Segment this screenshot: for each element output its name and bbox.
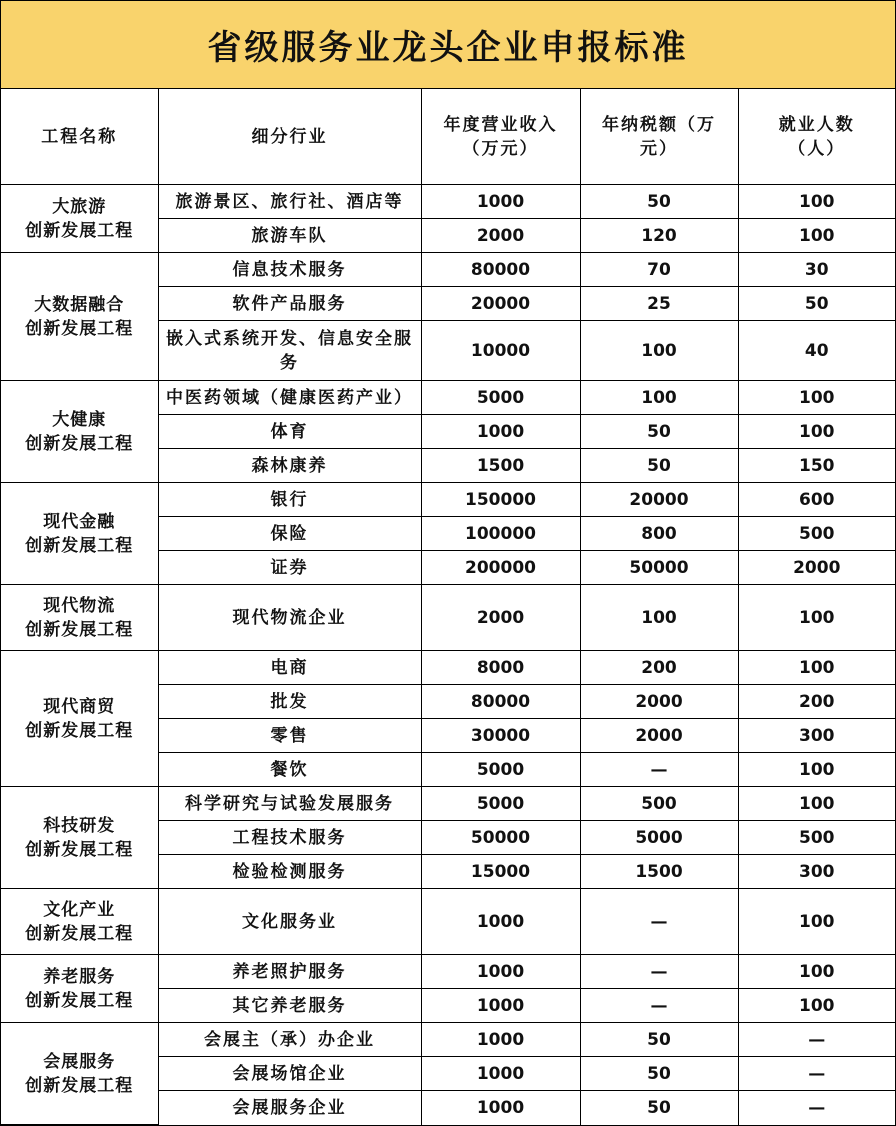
tax-cell: 500 [580,787,738,821]
project-name-cell: 养老服务 创新发展工程 [1,955,158,1023]
revenue-cell: 200000 [421,551,580,585]
revenue-cell: 1000 [421,1091,580,1125]
revenue-cell: 5000 [421,753,580,787]
industry-cell: 软件产品服务 [158,287,421,321]
employees-cell: 100 [738,753,895,787]
industry-cell: 工程技术服务 [158,821,421,855]
tax-cell: — [580,989,738,1023]
tax-cell: 2000 [580,685,738,719]
industry-cell: 体育 [158,415,421,449]
header-employees: 就业人数 （人） [738,89,895,185]
revenue-cell: 1000 [421,1023,580,1057]
tax-cell: 800 [580,517,738,551]
industry-cell: 现代物流企业 [158,585,421,651]
revenue-cell: 8000 [421,651,580,685]
tax-cell: — [580,889,738,955]
industry-cell: 会展主（承）办企业 [158,1023,421,1057]
tax-cell: 70 [580,253,738,287]
tax-cell: 100 [580,381,738,415]
header-revenue: 年度营业收入 （万元） [421,89,580,185]
employees-cell: — [738,1091,895,1125]
table-row [1,955,895,989]
employees-cell: 30 [738,253,895,287]
employees-cell: 100 [738,415,895,449]
tax-cell: 2000 [580,719,738,753]
employees-cell: 50 [738,287,895,321]
employees-cell: 300 [738,719,895,753]
tax-cell: 1500 [580,855,738,889]
project-name-cell: 会展服务 创新发展工程 [1,1023,158,1125]
industry-cell: 文化服务业 [158,889,421,955]
project-name-cell: 科技研发 创新发展工程 [1,787,158,889]
industry-cell: 检验检测服务 [158,855,421,889]
table-body [1,185,895,1125]
revenue-cell: 5000 [421,381,580,415]
industry-cell: 旅游景区、旅行社、酒店等 [158,185,421,219]
table-row [1,381,895,415]
tax-cell: 200 [580,651,738,685]
industry-cell: 森林康养 [158,449,421,483]
tax-cell: 5000 [580,821,738,855]
revenue-cell: 50000 [421,821,580,855]
tax-cell: 50 [580,1091,738,1125]
employees-cell: 100 [738,219,895,253]
employees-cell: 100 [738,787,895,821]
employees-cell: 100 [738,185,895,219]
industry-cell: 科学研究与试验发展服务 [158,787,421,821]
employees-cell: 100 [738,585,895,651]
revenue-cell: 5000 [421,787,580,821]
revenue-cell: 1000 [421,415,580,449]
project-name-cell: 现代商贸 创新发展工程 [1,651,158,787]
tax-cell: — [580,753,738,787]
revenue-cell: 1000 [421,955,580,989]
employees-cell: 100 [738,889,895,955]
header-industry: 细分行业 [158,89,421,185]
tax-cell: 50000 [580,551,738,585]
employees-cell: 500 [738,517,895,551]
industry-cell: 批发 [158,685,421,719]
table-row [1,651,895,685]
tax-cell: 50 [580,1023,738,1057]
employees-cell: 2000 [738,551,895,585]
industry-cell: 零售 [158,719,421,753]
project-name-cell: 现代物流 创新发展工程 [1,585,158,651]
employees-cell: 500 [738,821,895,855]
revenue-cell: 10000 [421,321,580,381]
tax-cell: 50 [580,415,738,449]
standards-table [1,89,895,1125]
table-row [1,253,895,287]
table-row [1,185,895,219]
industry-cell: 其它养老服务 [158,989,421,1023]
table-row [1,889,895,955]
tax-cell: — [580,955,738,989]
employees-cell: 600 [738,483,895,517]
revenue-cell: 1000 [421,989,580,1023]
tax-cell: 120 [580,219,738,253]
industry-cell: 餐饮 [158,753,421,787]
table-row [1,787,895,821]
employees-cell: 100 [738,381,895,415]
industry-cell: 会展场馆企业 [158,1057,421,1091]
employees-cell: 100 [738,955,895,989]
tax-cell: 50 [580,185,738,219]
employees-cell: — [738,1057,895,1091]
project-name-cell: 大数据融合 创新发展工程 [1,253,158,381]
project-name-cell: 文化产业 创新发展工程 [1,889,158,955]
header-tax: 年纳税额（万 元） [580,89,738,185]
tax-cell: 50 [580,1057,738,1091]
tax-cell: 100 [580,321,738,381]
industry-cell: 会展服务企业 [158,1091,421,1125]
revenue-cell: 80000 [421,685,580,719]
project-name-cell: 现代金融 创新发展工程 [1,483,158,585]
revenue-cell: 2000 [421,585,580,651]
industry-cell: 中医药领域（健康医药产业） [158,381,421,415]
table-header-row [1,89,895,185]
revenue-cell: 1000 [421,185,580,219]
employees-cell: 150 [738,449,895,483]
revenue-cell: 15000 [421,855,580,889]
table-row [1,1023,895,1057]
employees-cell: 100 [738,651,895,685]
revenue-cell: 100000 [421,517,580,551]
project-name-cell: 大旅游 创新发展工程 [1,185,158,253]
header-project: 工程名称 [1,89,158,185]
tax-cell: 100 [580,585,738,651]
industry-cell: 旅游车队 [158,219,421,253]
employees-cell: 40 [738,321,895,381]
industry-cell: 嵌入式系统开发、信息安全服务 [158,321,421,381]
tax-cell: 50 [580,449,738,483]
industry-cell: 养老照护服务 [158,955,421,989]
industry-cell: 保险 [158,517,421,551]
revenue-cell: 80000 [421,253,580,287]
industry-cell: 银行 [158,483,421,517]
project-name-cell: 大健康 创新发展工程 [1,381,158,483]
tax-cell: 20000 [580,483,738,517]
industry-cell: 信息技术服务 [158,253,421,287]
tax-cell: 25 [580,287,738,321]
employees-cell: — [738,1023,895,1057]
employees-cell: 200 [738,685,895,719]
revenue-cell: 20000 [421,287,580,321]
employees-cell: 100 [738,989,895,1023]
table-row [1,483,895,517]
revenue-cell: 1000 [421,1057,580,1091]
table-row [1,585,895,651]
revenue-cell: 1000 [421,889,580,955]
revenue-cell: 30000 [421,719,580,753]
revenue-cell: 150000 [421,483,580,517]
industry-cell: 电商 [158,651,421,685]
revenue-cell: 2000 [421,219,580,253]
document-title: 省级服务业龙头企业申报标准 [1,1,895,89]
employees-cell: 300 [738,855,895,889]
revenue-cell: 1500 [421,449,580,483]
industry-cell: 证券 [158,551,421,585]
